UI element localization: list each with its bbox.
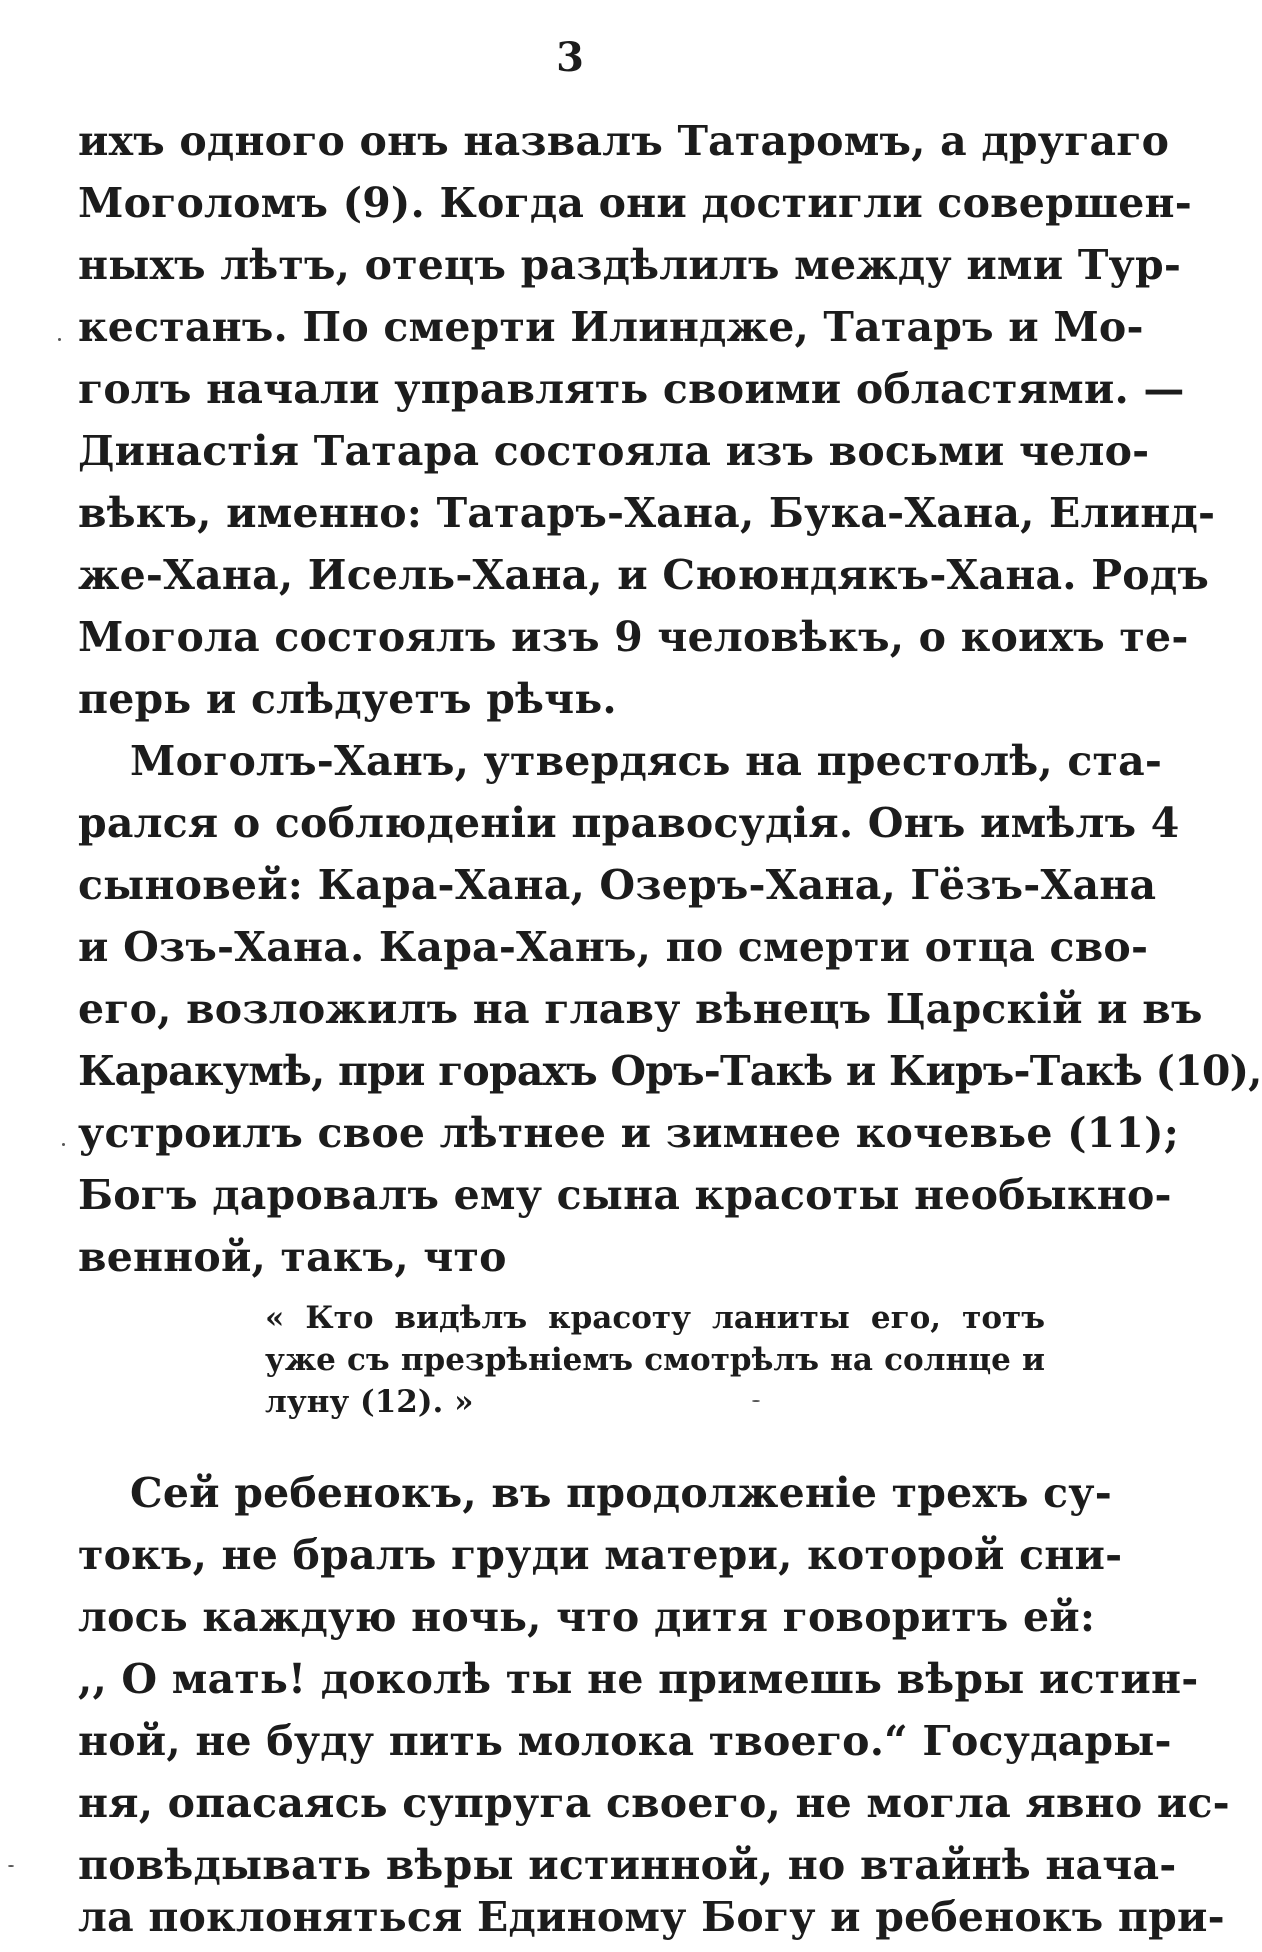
text-line: Моголъ-Ханъ, утвердясь на престолѣ, ста- <box>130 737 1163 785</box>
text-line: Моголомъ (9). Когда они достигли совершен- <box>78 179 1192 227</box>
text-line: же-Хана, Исель-Хана, и Сююндякъ-Хана. Родъ <box>78 551 1209 599</box>
text-line: ня, опасаясь супруга своего, не могла явно ис- <box>78 1779 1230 1827</box>
text-line: вѣкъ, именно: Татаръ-Хана, Бука-Хана, Елинд- <box>78 489 1216 537</box>
text-line: ла поклоняться Единому Богу и ребенокъ при- <box>78 1893 1225 1941</box>
text-line: рался о соблюденіи правосудія. Онъ имѣлъ 4 <box>78 799 1180 847</box>
text-line: кестанъ. По смерти Илиндже, Татаръ и Мо- <box>78 303 1144 351</box>
text-line: сыновей: Кара-Хана, Озеръ-Хана, Гёзъ-Хана <box>78 861 1157 909</box>
text-line: устроилъ свое лѣтнее и зимнее кочевье (11); <box>78 1109 1180 1157</box>
text-line: ныхъ лѣтъ, отецъ раздѣлилъ между ими Тур- <box>78 241 1182 289</box>
quote-line: « Кто видѣлъ красоту ланиты его, тотъ <box>265 1300 1045 1336</box>
text-line: его, возложилъ на главу вѣнецъ Царскій и въ <box>78 985 1203 1033</box>
scan-speck <box>8 1865 14 1867</box>
text-line: перь и слѣдуетъ рѣчь. <box>78 675 617 723</box>
text-line: Сей ребенокъ, въ продолженіе трехъ су- <box>130 1469 1112 1517</box>
text-line: Могола состоялъ изъ 9 человѣкъ, о коихъ те- <box>78 613 1189 661</box>
text-line: ,, О мать! доколѣ ты не примешь вѣры истин- <box>78 1655 1199 1703</box>
quote-line: луну (12). » <box>265 1384 474 1420</box>
scan-speck <box>58 338 61 341</box>
scan-speck <box>752 1400 760 1402</box>
text-line: Каракумѣ, при горахъ Оръ-Такѣ и Киръ-Такѣ (10), <box>78 1047 1262 1095</box>
quote-line: уже съ презрѣніемъ смотрѣлъ на солнце и <box>265 1342 1045 1378</box>
text-line: лось каждую ночь, что дитя говоритъ ей: <box>78 1593 1096 1641</box>
text-line: токъ, не бралъ груди матери, которой сни- <box>78 1531 1123 1579</box>
page-number: 3 <box>556 34 584 81</box>
text-line: повѣдывать вѣры истинной, но втайнѣ нача- <box>78 1841 1177 1889</box>
text-line: Династія Татара состояла изъ восьми чело- <box>78 427 1150 475</box>
text-line: ной, не буду пить молока твоего.“ Государы- <box>78 1717 1172 1765</box>
scan-speck <box>62 1143 65 1146</box>
text-line: и Озъ-Хана. Кара-Ханъ, по смерти отца сво- <box>78 923 1149 971</box>
text-line: голъ начали управлять своими областями. — <box>78 365 1185 413</box>
text-line: ихъ одного онъ назвалъ Татаромъ, а другаго <box>78 117 1170 165</box>
text-line: венной, такъ, что <box>78 1233 507 1281</box>
text-line: Богъ даровалъ ему сына красоты необыкно- <box>78 1171 1172 1219</box>
